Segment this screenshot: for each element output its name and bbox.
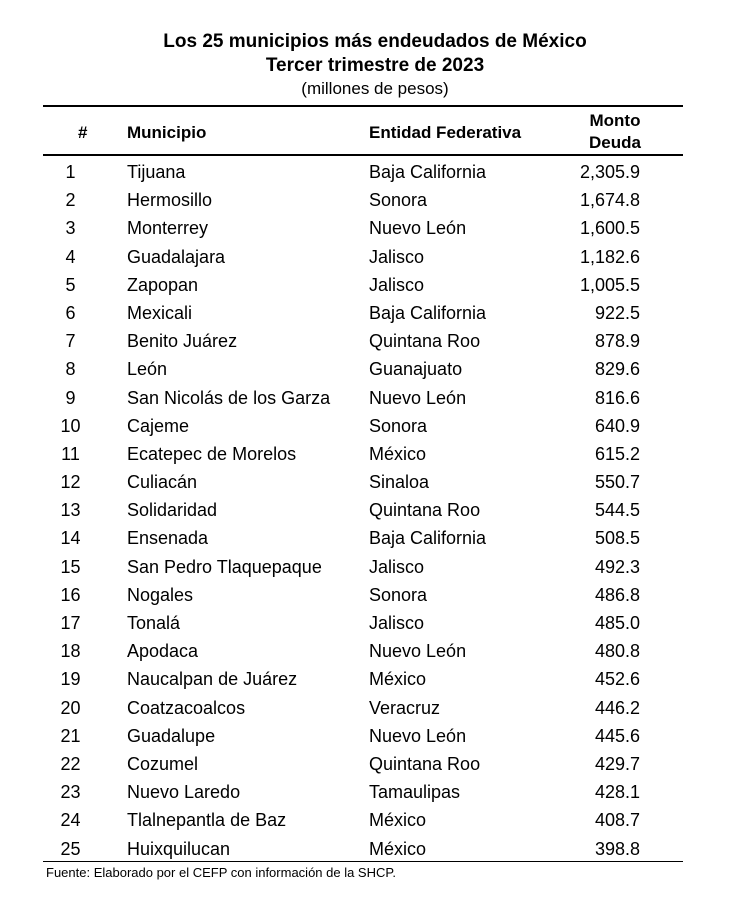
row-entidad: Nuevo León (369, 641, 467, 662)
row-entidad: Nuevo León (369, 725, 467, 746)
row-number: 22 (60, 753, 81, 774)
row-municipio: Benito Juárez (127, 331, 238, 352)
table-body (43, 158, 683, 863)
row-entidad: Quintana Roo (369, 753, 481, 774)
table-row (43, 835, 683, 863)
row-municipio: Guadalajara (127, 246, 226, 267)
table-row (43, 609, 683, 637)
row-entidad: Nuevo León (369, 387, 467, 408)
row-municipio: Nogales (127, 584, 194, 605)
table-row (43, 750, 683, 778)
row-entidad: Sonora (369, 415, 428, 436)
row-municipio: Tlalnepantla de Baz (127, 810, 287, 831)
row-municipio: Culiacán (127, 472, 198, 493)
row-municipio: Coatzacoalcos (127, 697, 246, 718)
row-number: 5 (65, 274, 76, 295)
table-row (43, 553, 683, 581)
row-municipio: Solidaridad (127, 500, 218, 521)
table-row (43, 384, 683, 412)
row-entidad: Quintana Roo (369, 500, 481, 521)
row-entidad: México (369, 838, 427, 859)
row-monto: 1,600.5 (579, 218, 640, 239)
column-header-municipio: Municipio (127, 123, 207, 142)
row-number: 21 (60, 725, 81, 746)
row-entidad: Jalisco (369, 274, 425, 295)
table-row (43, 440, 683, 468)
row-municipio: Mexicali (127, 302, 193, 323)
row-entidad: Jalisco (369, 246, 425, 267)
table-row (43, 186, 683, 214)
row-number: 23 (60, 782, 81, 803)
row-entidad: Sonora (369, 190, 428, 211)
table-row (43, 158, 683, 186)
row-municipio: Apodaca (127, 641, 199, 662)
row-municipio: Nuevo Laredo (127, 782, 241, 803)
table-row (43, 524, 683, 552)
row-entidad: México (369, 810, 427, 831)
table-row (43, 722, 683, 750)
row-number: 6 (65, 302, 76, 323)
row-entidad: Sinaloa (369, 472, 430, 493)
table-row (43, 665, 683, 693)
row-monto: 445.6 (594, 725, 640, 746)
row-number: 1 (65, 162, 76, 182)
row-municipio: Zapopan (127, 274, 199, 295)
row-number: 20 (60, 697, 81, 718)
row-number: 11 (61, 443, 80, 464)
column-header-monto (570, 110, 660, 154)
table-row (43, 806, 683, 834)
row-number: 19 (60, 669, 81, 690)
table-title (0, 30, 750, 100)
row-number: 12 (60, 472, 81, 493)
table-row (43, 355, 683, 383)
row-entidad: México (369, 669, 427, 690)
title-main: Los 25 municipios más endeudados de México (163, 31, 587, 52)
row-monto: 508.5 (594, 528, 640, 549)
row-entidad: Tamaulipas (369, 782, 461, 803)
row-entidad: Baja California (369, 302, 487, 323)
table-row (43, 271, 683, 299)
row-entidad: Guanajuato (369, 359, 463, 380)
row-entidad: Baja California (369, 528, 487, 549)
column-header-monto-line1: Monto (589, 111, 641, 130)
row-number: 8 (65, 359, 76, 380)
row-number: 24 (60, 810, 81, 831)
row-number: 25 (60, 838, 81, 859)
row-municipio: Tijuana (127, 162, 186, 182)
title-units: (millones de pesos) (301, 79, 449, 98)
row-monto: 446.2 (594, 697, 640, 718)
row-entidad: Veracruz (369, 697, 441, 718)
row-number: 4 (65, 246, 76, 267)
title-period: Tercer trimestre de 2023 (265, 55, 485, 76)
row-municipio: Monterrey (127, 218, 209, 239)
row-municipio: Ecatepec de Morelos (127, 443, 297, 464)
table-row (43, 496, 683, 524)
table-row (43, 581, 683, 609)
row-entidad: Baja California (369, 162, 487, 182)
row-monto: 550.7 (594, 472, 640, 493)
row-monto: 428.1 (594, 782, 640, 803)
row-municipio: Naucalpan de Juárez (127, 669, 298, 690)
table-row (43, 214, 683, 242)
source-note: Fuente: Elaborado por el CEFP con información de la SHCP. (46, 865, 396, 880)
table-row (43, 468, 683, 496)
row-entidad: Quintana Roo (369, 331, 481, 352)
table-row (43, 637, 683, 665)
column-header-entidad: Entidad Federativa (369, 123, 522, 142)
row-entidad: Jalisco (369, 556, 425, 577)
table-row (43, 299, 683, 327)
row-municipio: Guadalupe (127, 725, 216, 746)
row-number: 13 (60, 500, 81, 521)
row-monto: 1,182.6 (579, 246, 640, 267)
row-number: 15 (60, 556, 81, 577)
row-municipio: León (127, 359, 168, 380)
row-number: 10 (60, 415, 81, 436)
column-header-monto-line2: Deuda (589, 133, 641, 152)
row-number: 2 (65, 190, 76, 211)
row-entidad: Nuevo León (369, 218, 467, 239)
table-row (43, 412, 683, 440)
header-rule (43, 154, 683, 156)
row-municipio: Cozumel (127, 753, 199, 774)
row-municipio: Hermosillo (127, 190, 213, 211)
table-bottom-rule (43, 861, 683, 862)
table-row (43, 778, 683, 806)
row-monto: 1,005.5 (579, 274, 640, 295)
column-header-number: # (78, 123, 88, 142)
row-monto: 398.8 (594, 838, 640, 859)
row-municipio: San Pedro Tlaquepaque (127, 556, 322, 577)
row-monto: 492.3 (594, 556, 640, 577)
row-entidad: Jalisco (369, 613, 425, 633)
row-municipio: Tonalá (127, 613, 181, 633)
row-number: 14 (60, 528, 81, 549)
row-number: 3 (65, 218, 76, 239)
row-monto: 486.8 (594, 584, 640, 605)
table-row (43, 694, 683, 722)
row-monto: 480.8 (594, 641, 640, 662)
row-monto: 452.6 (594, 669, 640, 690)
row-municipio: Huixquilucan (127, 838, 231, 859)
row-monto: 816.6 (594, 387, 640, 408)
row-monto: 640.9 (594, 415, 640, 436)
row-monto: 1,674.8 (579, 190, 640, 211)
row-number: 17 (60, 613, 81, 633)
row-monto: 408.7 (594, 810, 640, 831)
row-monto: 2,305.9 (579, 162, 640, 182)
row-municipio: Ensenada (127, 528, 209, 549)
row-monto: 544.5 (594, 500, 640, 521)
row-number: 18 (60, 641, 81, 662)
row-monto: 829.6 (594, 359, 640, 380)
row-monto: 922.5 (594, 302, 640, 323)
row-monto: 429.7 (594, 753, 640, 774)
row-monto: 485.0 (594, 613, 640, 633)
row-number: 16 (60, 584, 81, 605)
row-monto: 878.9 (594, 331, 640, 352)
table-top-rule (43, 105, 683, 107)
table-row (43, 243, 683, 271)
row-number: 7 (65, 331, 76, 352)
table-row (43, 327, 683, 355)
row-monto: 615.2 (594, 443, 640, 464)
row-municipio: San Nicolás de los Garza (127, 387, 331, 408)
row-entidad: Sonora (369, 584, 428, 605)
row-number: 9 (65, 387, 76, 408)
row-entidad: México (369, 443, 427, 464)
row-municipio: Cajeme (127, 415, 190, 436)
